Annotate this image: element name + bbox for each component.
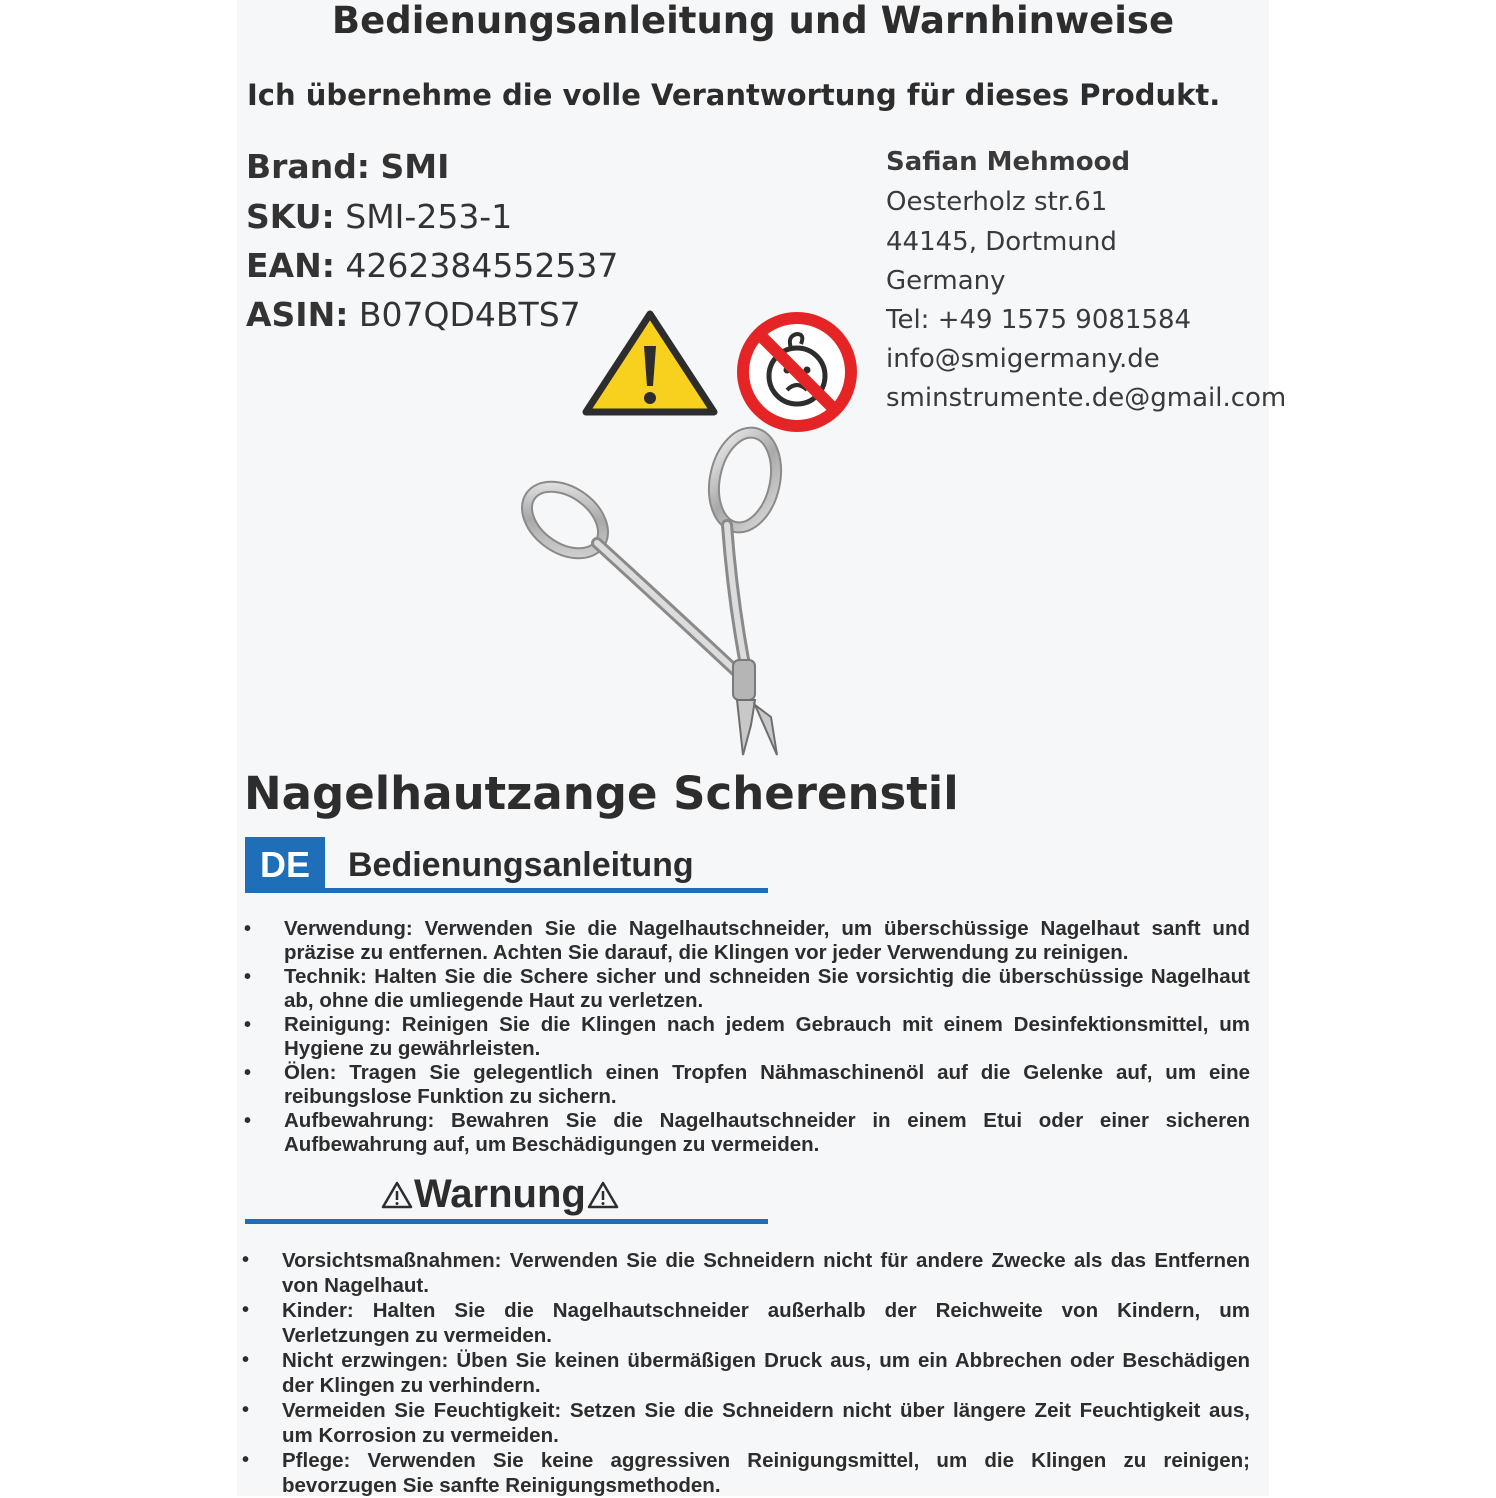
warning-rule xyxy=(245,1219,768,1224)
contact-street: Oesterholz str.61 xyxy=(886,187,1108,217)
warning-outline-icon xyxy=(586,1180,620,1210)
list-item: • Ölen: Tragen Sie gelegentlich einen Tropfen Nähmaschinenöl auf die Gelenke auf, um eine reibungslose Funktion zu sichern. xyxy=(284,1061,1250,1109)
list-item: • Pflege: Verwenden Sie keine aggressiven Reinigungsmittel, um die Klingen zu reinigen; bevorzugen Sie sanfte Reinigungsmethoden. xyxy=(282,1448,1250,1498)
spec-asin: ASIN: B07QD4BTS7 xyxy=(246,295,581,334)
responsibility-statement: Ich übernehme die volle Verantwortung für dieses Produkt. xyxy=(247,78,1221,112)
spec-sku: SKU: SMI-253-1 xyxy=(246,197,513,236)
instructions-heading: Bedienungsanleitung xyxy=(348,846,694,884)
warning-list xyxy=(282,1248,1250,1498)
spec-ean: EAN: 4262384552537 xyxy=(246,246,619,285)
warning-outline-icon xyxy=(380,1180,414,1210)
contact-city: 44145, Dortmund xyxy=(886,227,1117,257)
warning-heading-label: Warnung xyxy=(414,1172,586,1216)
warning-heading xyxy=(380,1172,620,1217)
contact-country: Germany xyxy=(886,266,1006,296)
instructions-rule xyxy=(245,888,768,893)
no-children-icon xyxy=(735,310,859,434)
list-item: • Kinder: Halten Sie die Nagelhautschneider außerhalb der Reichweite von Kindern, um Verletzungen zu vermeiden. xyxy=(282,1298,1250,1348)
language-badge: DE xyxy=(245,837,325,893)
list-item: • Aufbewahrung: Bewahren Sie die Nagelhautschneider in einem Etui oder einer sicheren Aufbewahrung auf, um Beschädigungen zu vermeiden. xyxy=(284,1109,1250,1157)
contact-email-2: sminstrumente.de@gmail.com xyxy=(886,383,1287,413)
list-item: • Nicht erzwingen: Üben Sie keinen übermäßigen Druck aus, um ein Abbrechen oder Beschädigen der Klingen zu verhindern. xyxy=(282,1348,1250,1398)
contact-phone: Tel: +49 1575 9081584 xyxy=(886,305,1192,335)
list-item: • Vermeiden Sie Feuchtigkeit: Setzen Sie die Schneidern nicht über längere Zeit Feuchtigkeit aus, um Korrosion zu vermeiden. xyxy=(282,1398,1250,1448)
list-item: • Verwendung: Verwenden Sie die Nagelhautschneider, um überschüssige Nagelhaut sanft und präzise zu entfernen. Achten Sie darauf, die Klingen vor jeder Verwendung zu reinigen. xyxy=(284,917,1250,965)
instructions-list xyxy=(284,917,1250,1157)
contact-name: Safian Mehmood xyxy=(886,147,1131,177)
contact-email-1: info@smigermany.de xyxy=(886,344,1160,374)
product-title: Nagelhautzange Scherenstil xyxy=(244,767,959,820)
list-item: • Technik: Halten Sie die Schere sicher und schneiden Sie vorsichtig die überschüssige Nagelhaut ab, ohne die umliegende Haut zu verletzen. xyxy=(284,965,1250,1013)
list-item: • Vorsichtsmaßnahmen: Verwenden Sie die Schneidern nicht für andere Zwecke als das Entfernen von Nagelhaut. xyxy=(282,1248,1250,1298)
warning-triangle-icon xyxy=(580,308,720,418)
document-title: Bedienungsanleitung und Warnhinweise xyxy=(331,0,1175,42)
cuticle-nipper-image xyxy=(515,425,805,765)
list-item: • Reinigung: Reinigen Sie die Klingen nach jedem Gebrauch mit einem Desinfektionsmittel, um Hygiene zu gewährleisten. xyxy=(284,1013,1250,1061)
spec-brand: Brand: SMI xyxy=(246,147,450,186)
